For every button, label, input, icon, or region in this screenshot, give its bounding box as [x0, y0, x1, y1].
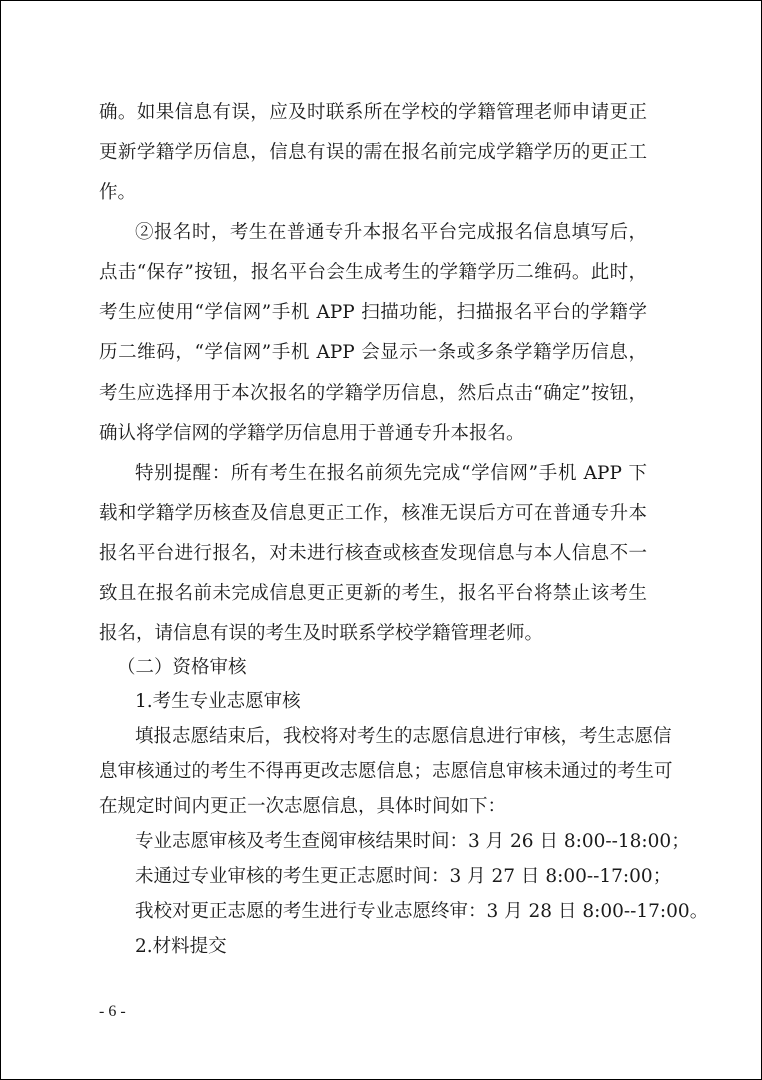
section-heading-qualification-review: （二）资格审核 [117, 657, 247, 678]
text-line-1: 确。如果信息有误，应及时联系所在学校的学籍管理老师申请更正 [99, 102, 647, 123]
text-line-19: 在规定时间内更正一次志愿信息，具体时间如下： [99, 796, 507, 817]
text-line-11: 载和学籍学历核查及信息更正工作，核准无误后方可在普通专升本 [99, 503, 647, 524]
text-line-3: 作。 [99, 182, 137, 203]
text-line-10: 特别提醒：所有考生在报名前须先完成“学信网”手机 APP 下 [135, 463, 647, 484]
text-line-17: 填报志愿结束后，我校将对考生的志愿信息进行审核，考生志愿信 [135, 726, 672, 747]
text-line-4: ②报名时，考生在普通专升本报名平台完成报名信息填写后， [135, 222, 647, 243]
text-line-18: 息审核通过的考生不得再更改志愿信息；志愿信息审核未通过的考生可 [99, 761, 673, 782]
schedule-line-2: 未通过专业审核的考生更正志愿时间：3 月 27 日 8:00--17:00； [135, 866, 672, 887]
text-line-6: 考生应使用“学信网”手机 APP 扫描功能，扫描报名平台的学籍学 [99, 302, 647, 323]
text-line-5: 点击“保存”按钮，报名平台会生成考生的学籍学历二维码。此时， [99, 262, 647, 283]
text-line-12: 报名平台进行报名，对未进行核查或核查发现信息与本人信息不一 [99, 543, 647, 564]
text-line-9: 确认将学信网的学籍学历信息用于普通专升本报名。 [99, 423, 525, 444]
schedule-line-1: 专业志愿审核及考生查阅审核结果时间：3 月 26 日 8:00--18:00； [135, 831, 690, 852]
page-number: - 6 - [99, 1003, 126, 1020]
text-line-7: 历二维码，“学信网”手机 APP 会显示一条或多条学籍学历信息， [99, 342, 647, 363]
text-line-14: 报名，请信息有误的考生及时联系学校学籍管理老师。 [99, 623, 544, 644]
subheading-major-preference-review: 1.考生专业志愿审核 [135, 691, 301, 712]
text-line-8: 考生应选择用于本次报名的学籍学历信息，然后点击“确定”按钮， [99, 383, 647, 404]
text-line-13: 致且在报名前未完成信息更正更新的考生，报名平台将禁止该考生 [99, 583, 647, 604]
text-line-2: 更新学籍学历信息，信息有误的需在报名前完成学籍学历的更正工 [99, 142, 647, 163]
subheading-material-submission: 2.材料提交 [135, 936, 227, 957]
schedule-line-3: 我校对更正志愿的考生进行专业志愿终审：3 月 28 日 8:00--17:00。 [135, 901, 709, 922]
